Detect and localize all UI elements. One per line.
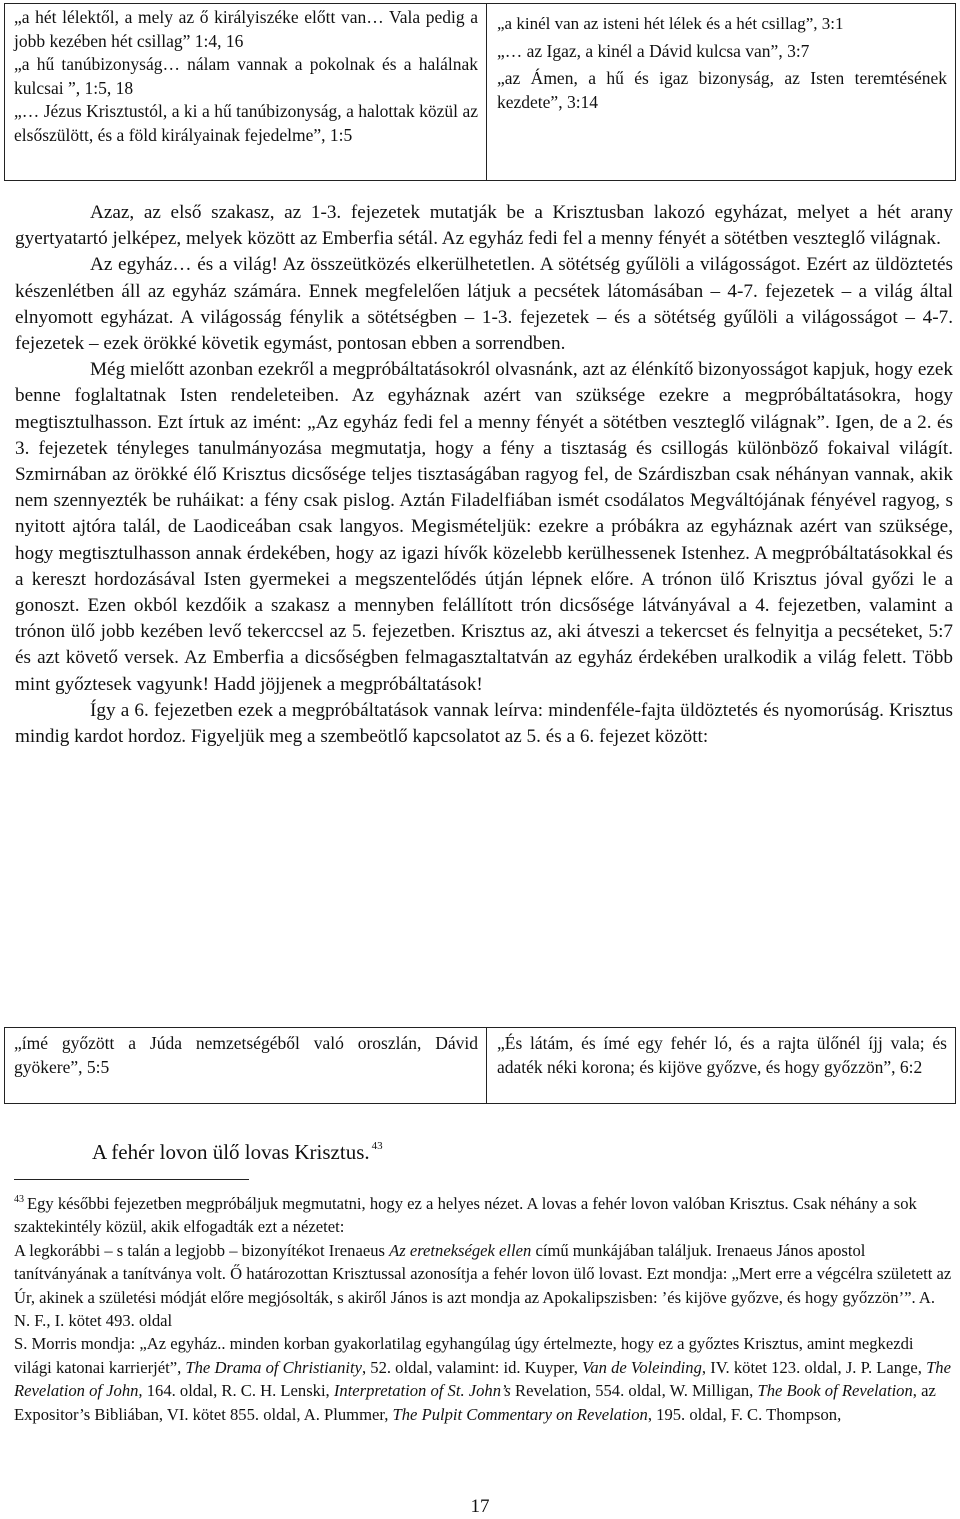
- footnote-text-9: , az Expositor’s Bibliában, VI. kötet 855. oldal, A. Plummer,: [14, 1381, 936, 1424]
- paragraph-1: Azaz, az első szakasz, az 1-3. fejezetek mutatják be a Krisztusban lakozó egyházat, melyet a hét arany gyertyatartó jelképez, melyek között az Emberfia sétál. Az egyház fedi fel a menny fényét a sötétben veszteglő világnak.: [15, 202, 953, 250]
- footnote-text-1: Egy későbbi fejezetben megpróbáljuk megmutatni, hogy ez a helyes nézet. A lovas a fehér lovon valóban Krisztus. Csak néhány a sok szaktekintély közül, akik elfogadták ezt a nézetet:: [14, 1194, 917, 1237]
- quote-table-top: [4, 3, 956, 181]
- footnote-text-2: A legkorábbi – s talán a legjobb – bizonyítékot Irenaeus: [14, 1240, 385, 1260]
- footnote-number: 43: [14, 1194, 24, 1205]
- quote-right-3: „az Ámen, a hű és igaz bizonyság, az Isten teremtésének kezdete”, 3:14: [497, 68, 947, 112]
- quote-column-left: [5, 4, 487, 180]
- footnote-divider: [14, 1179, 249, 1180]
- quote-column-right: [487, 4, 955, 180]
- footnote-text-7: 164. oldal, R. C. H. Lenski,: [146, 1381, 330, 1401]
- quote-left-2: „a hű tanúbizonyság… nálam vannak a pokolnak és a halálnak kulcsai ”, 1:5, 18: [14, 54, 478, 98]
- quote-bottom-left: „ímé győzött a Júda nemzetségéből való oroszlán, Dávid gyökere”, 5:5: [5, 1028, 487, 1103]
- footnote-title-1: The Drama of Christianity: [185, 1357, 362, 1377]
- footnote-title-3: The Revelation of John,: [14, 1357, 951, 1401]
- section-heading: [92, 1131, 383, 1167]
- footnote-text-10: , 195. oldal, F. C. Thompson,: [647, 1404, 842, 1424]
- footnote-work-title: Az eretnekségek ellen: [389, 1240, 532, 1260]
- quote-right-1: „a kinél van az isteni hét lélek és a hét csillag”, 3:1: [497, 14, 844, 33]
- footnote-title-6: The Pulpit Commentary on Revelation: [392, 1404, 648, 1424]
- paragraph-2: Az egyház… és a világ! Az összeütközés elkerülhetetlen. A sötétség gyűlöli a világosságot. Ezért az üldöztetés készenlétben áll az egyház számára. Ennek megfelelően látjuk a pecsétek látomásában – 4-7. fejezetek – a világ által elnyomott egyházat. A világosság fénylik a sötétségben – 1-3. fejezetek – és a sötétség gyűlöli a világosságot – 4-7. fejezetek – ezek örökké követik egymást, pontosan ebben a sorrendben.: [15, 254, 953, 355]
- footnote-title-4: Interpretation of St. John’s: [333, 1381, 511, 1401]
- quote-left-1: „a hét lélektől, a mely az ő királyiszéke előtt van… Vala pedig a jobb kezében hét csillag” 1:4, 16: [14, 7, 478, 51]
- quote-right-2: „… az Igaz, a kinél a Dávid kulcsa van”, 3:7: [497, 40, 810, 61]
- footnote-title-2: Van de Voleinding: [582, 1357, 702, 1377]
- footnote-title-5: The Book of Revelation: [757, 1381, 913, 1401]
- footnote-text-8: Revelation, 554. oldal, W. Milligan,: [515, 1381, 754, 1401]
- footnote-ref[interactable]: 43: [371, 1140, 383, 1152]
- quote-bottom-right: „És látám, és ímé egy fehér ló, és a rajta ülőnél íjj vala; és adaték néki korona; és kijöve győzve, és hogy győzzön”, 6:2: [497, 1033, 947, 1077]
- section-heading-text: A fehér lovon ülő lovas Krisztus.: [92, 1140, 370, 1164]
- quote-left-3: „… Jézus Krisztustól, a ki a hű tanúbizonyság, a halottak közül az elsőszülött, és a föld királyainak fejedelme”, 1:5: [14, 101, 478, 145]
- footnote-text-5: , 52. oldal, valamint: id. Kuyper,: [361, 1357, 578, 1377]
- footnote: [14, 1188, 954, 1426]
- footnote-text-3: című munkájában találjuk. Irenaeus János apostol tanítványának a tanítványa volt. Ő határozottan Krisztussal azonosítja a fehér lovon ülő lovast. Ezt mondja: „Mert erre a végcélra született az Úr, akinek a születési módját előre megjósolták, s akiről János is azt mondja az Apokalipszisben: ’és kijöve győzve, és hogy győzzön’”. A. N. F., I. kötet 493. oldal: [14, 1240, 952, 1331]
- footnote-text-6: , IV. kötet 123. oldal, J. P. Lange,: [701, 1357, 922, 1377]
- quote-table-bottom: [4, 1027, 956, 1104]
- paragraph-4: Így a 6. fejezetben ezek a megpróbáltatások vannak leírva: mindenféle-fajta üldöztetés és nyomorúság. Krisztus mindig kardot hordoz. Figyeljük meg a szembeötlő kapcsolatot az 5. és a 6. fejezet között:: [15, 699, 953, 748]
- main-text: [15, 200, 953, 750]
- paragraph-3: Még mielőtt azonban ezekről a megpróbáltatásokról olvasnánk, azt az élénkítő bizonyosságot kapjuk, hogy ezek benne foglaltatnak Isten rendeleteiben. Az egyháznak azért van szüksége ezekre a megpróbáltatásokra, hogy megtisztulhasson. Ezt írtuk az imént: „Az egyház fedi fel a menny fényét a sötétben veszteglő világnak”. Igen, de a 2. és 3. fejezetek tényleges tanulmányozása megmutatja, hogy a fény a tisztaság és csillogás különböző fokaival világít. Szmirnában az örökké élő Krisztus dicsősége teljes tisztaságában ragyog fel, de Szárdiszban csak néhányan vannak, akik nem szennyezték be ruháikat: a fény csak pislog. Aztán Filadelfiában ismét csodálatos Megváltójának fényével ragyog, s nyitott ajtóra talál, de Laodiceában csak langyos. Megismételjük: ezekre a próbákra az egyháznak azért van szüksége, hogy megtisztulhasson annak érdekében, hogy az igazi hívők közelebb kerülhessenek Istenhez. A megpróbáltatásokkal és a kereszt hordozásával Isten gyermekei a megszentelődés útján lépnek előre. A trónon ülő Krisztus jóval győzi le a gonoszt. Ezen okból kezdőik a szakasz a mennyben felállított trón dicsősége látványával a 4. fejezetben, valamint a trónon ülő jobb kezében levő tekerccsel az 5. fejezetben. Krisztus az, aki átveszi a tekercset és felnyitja a pecséteket, 5:7 és azt követő versek. Az Emberfia a dicsőségben felmagasztaltatván az egyház érdekében uralkodik a világ felett. Több mint győztesek vagyunk! Hadd jöjjenek a megpróbáltatások!: [15, 359, 953, 695]
- page-number: 17: [470, 1496, 490, 1517]
- footnote-text-4: S. Morris mondja: „Az egyház.. minden korban gyakorlatilag egyhangúlag úgy értelmezte, hogy ez a győztes Krisztus, amint megkezdi világi katonai karrierjét”,: [14, 1334, 914, 1377]
